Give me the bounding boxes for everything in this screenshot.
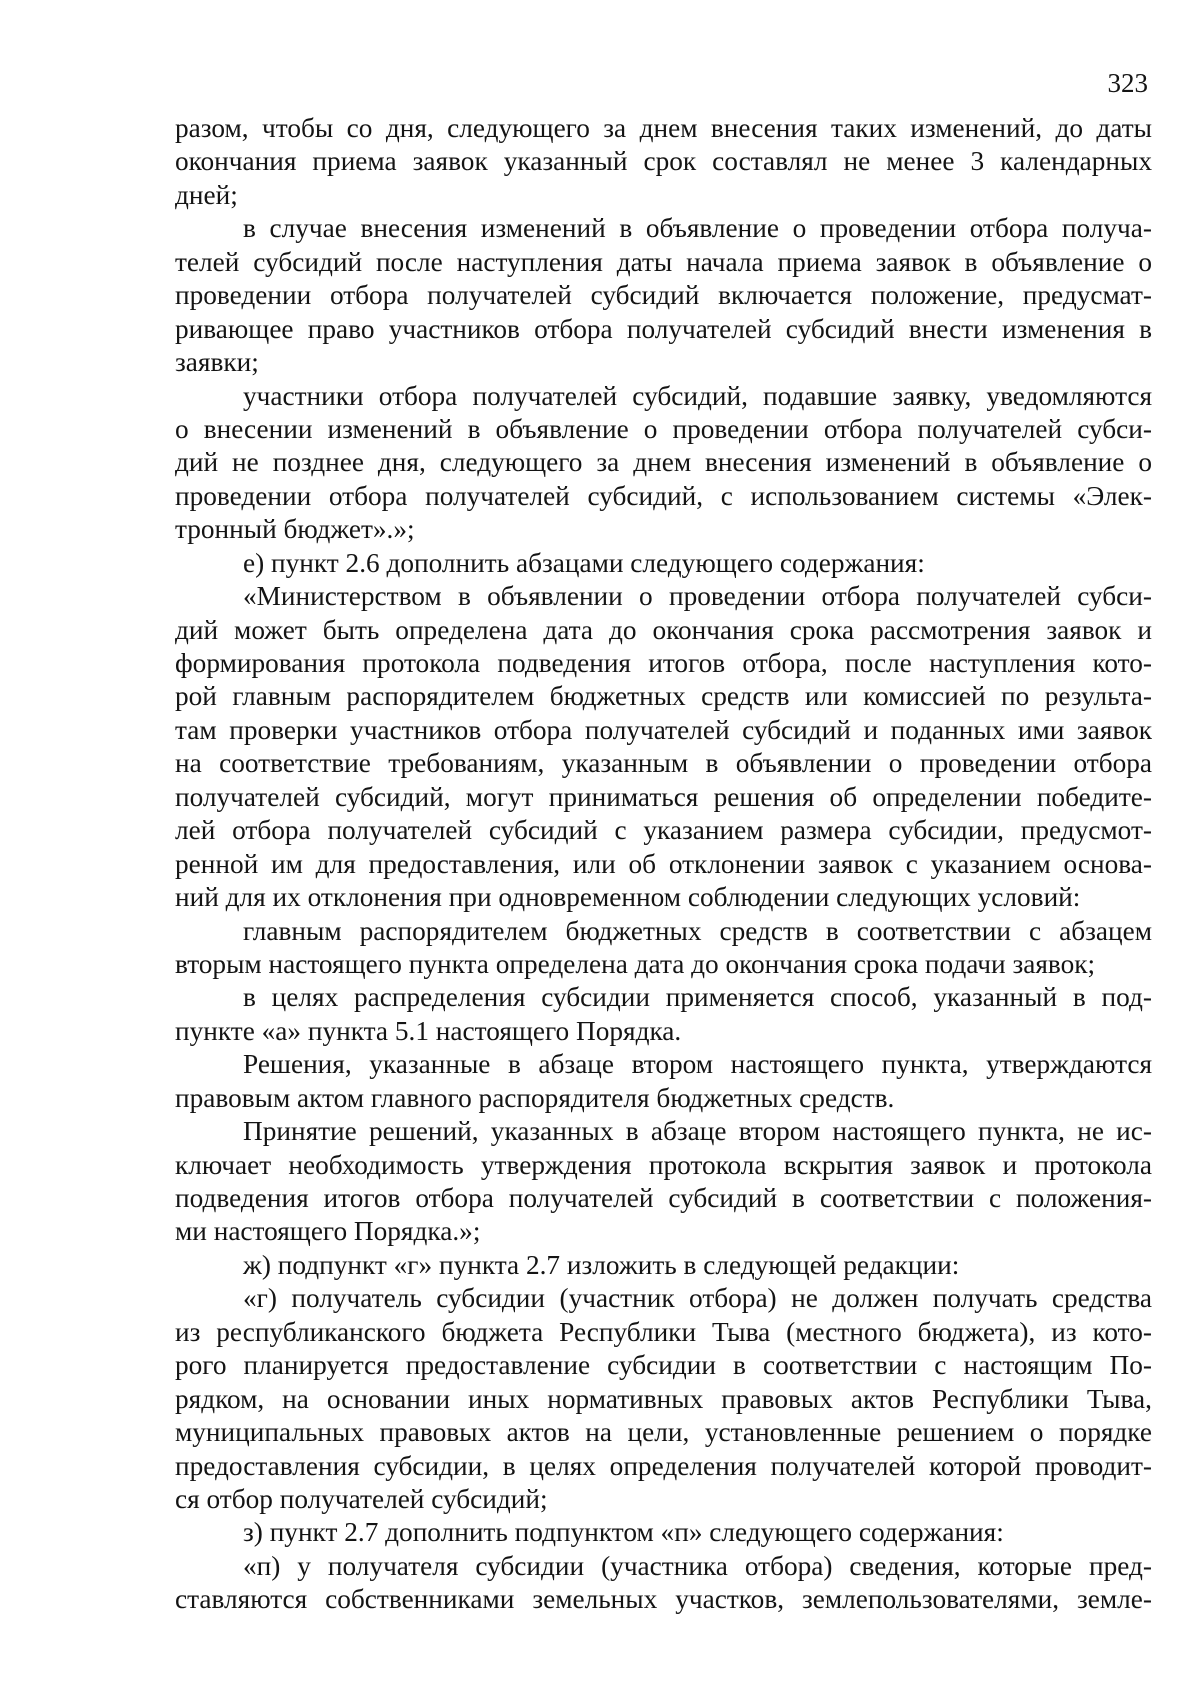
text-line: дней; [175, 179, 238, 210]
text-line: «г) получатель субсидии (участник отбора) не должен получать средства [243, 1283, 1152, 1314]
text-line: е) пункт 2.6 дополнить абзацами следующего содержания: [243, 547, 925, 578]
text-line: ключает необходимость утверждения протокола вскрытия заявок и протокола [175, 1149, 1152, 1180]
text-line: ний для их отклонения при одновременном соблюдении следующих условий: [175, 882, 1081, 913]
text-line: проведении отбора получателей субсидий, с использованием системы «Элек- [175, 480, 1152, 511]
text-line: «п) у получателя субсидии (участника отбора) сведения, которые пред- [243, 1550, 1152, 1581]
text-line: ренной им для предоставления, или об отклонении заявок с указанием основа- [175, 848, 1152, 879]
text-line: з) пункт 2.7 дополнить подпунктом «п» следующего содержания: [243, 1517, 1004, 1548]
text-line: ж) подпункт «г» пункта 2.7 изложить в следующей редакции: [243, 1249, 960, 1280]
page-number: 323 [1107, 68, 1148, 98]
text-line: тронный бюджет».»; [175, 514, 415, 545]
document-body-text [175, 112, 1152, 1617]
text-line: ми настоящего Порядка.»; [175, 1216, 481, 1247]
text-line: рядком, на основании иных нормативных правовых актов Республики Тыва, [175, 1383, 1152, 1414]
text-line: предоставления субсидии, в целях определения получателей которой проводит- [175, 1450, 1152, 1481]
text-line: ставляются собственниками земельных участков, землепользователями, земле- [175, 1584, 1152, 1615]
text-line: ривающее право участников отбора получателей субсидий внести изменения в [175, 313, 1152, 344]
text-line: вторым настоящего пункта определена дата до окончания срока подачи заявок; [175, 948, 1096, 979]
text-line: Принятие решений, указанных в абзаце втором настоящего пункта, не ис- [243, 1116, 1152, 1147]
text-line: на соответствие требованиям, указанным в объявлении о проведении отбора [175, 748, 1152, 779]
text-line: заявки; [175, 347, 259, 378]
text-line: телей субсидий после наступления даты начала приема заявок в объявление о [175, 246, 1152, 277]
text-line: подведения итогов отбора получателей субсидий в соответствии с положения- [175, 1183, 1152, 1213]
text-line: муниципальных правовых актов на цели, установленные решением о порядке [175, 1417, 1152, 1448]
text-line: там проверки участников отбора получателей субсидий и поданных ими заявок [175, 714, 1152, 745]
text-line: в целях распределения субсидии применяется способ, указанный в под- [243, 982, 1152, 1013]
text-line: получателей субсидий, могут приниматься решения об определении победите- [175, 781, 1152, 812]
text-line: из республиканского бюджета Республики Тыва (местного бюджета), из кото- [175, 1316, 1152, 1347]
text-line: дий не позднее дня, следующего за днем внесения изменений в объявление о [175, 447, 1152, 478]
text-line: «Министерством в объявлении о проведении отбора получателей субси- [243, 581, 1152, 612]
text-line: окончания приема заявок указанный срок составлял не менее 3 календарных [175, 146, 1152, 177]
text-line: проведении отбора получателей субсидий включается положение, предусмат- [175, 280, 1152, 311]
text-line: о внесении изменений в объявление о проведении отбора получателей субси- [175, 413, 1152, 444]
text-line: пункте «а» пункта 5.1 настоящего Порядка. [175, 1015, 682, 1046]
text-line: рого планируется предоставление субсидии в соответствии с настоящим По- [175, 1350, 1152, 1381]
text-line: главным распорядителем бюджетных средств в соответствии с абзацем [243, 915, 1152, 946]
text-line: дий может быть определена дата до окончания срока рассмотрения заявок и [175, 614, 1152, 645]
text-line: участники отбора получателей субсидий, подавшие заявку, уведомляются [243, 380, 1152, 411]
text-line: лей отбора получателей субсидий с указанием размера субсидии, предусмот- [175, 815, 1152, 846]
text-line: разом, чтобы со дня, следующего за днем внесения таких изменений, до даты [175, 113, 1152, 143]
text-line: формирования протокола подведения итогов отбора, после наступления кото- [175, 648, 1152, 678]
text-line: правовым актом главного распорядителя бюджетных средств. [175, 1082, 895, 1113]
text-line: ся отбор получателей субсидий; [175, 1483, 548, 1514]
text-line: в случае внесения изменений в объявление о проведении отбора получа- [243, 213, 1152, 244]
text-line: Решения, указанные в абзаце втором настоящего пункта, утверждаются [243, 1049, 1152, 1080]
text-line: рой главным распорядителем бюджетных средств или комиссией по результа- [175, 681, 1152, 712]
